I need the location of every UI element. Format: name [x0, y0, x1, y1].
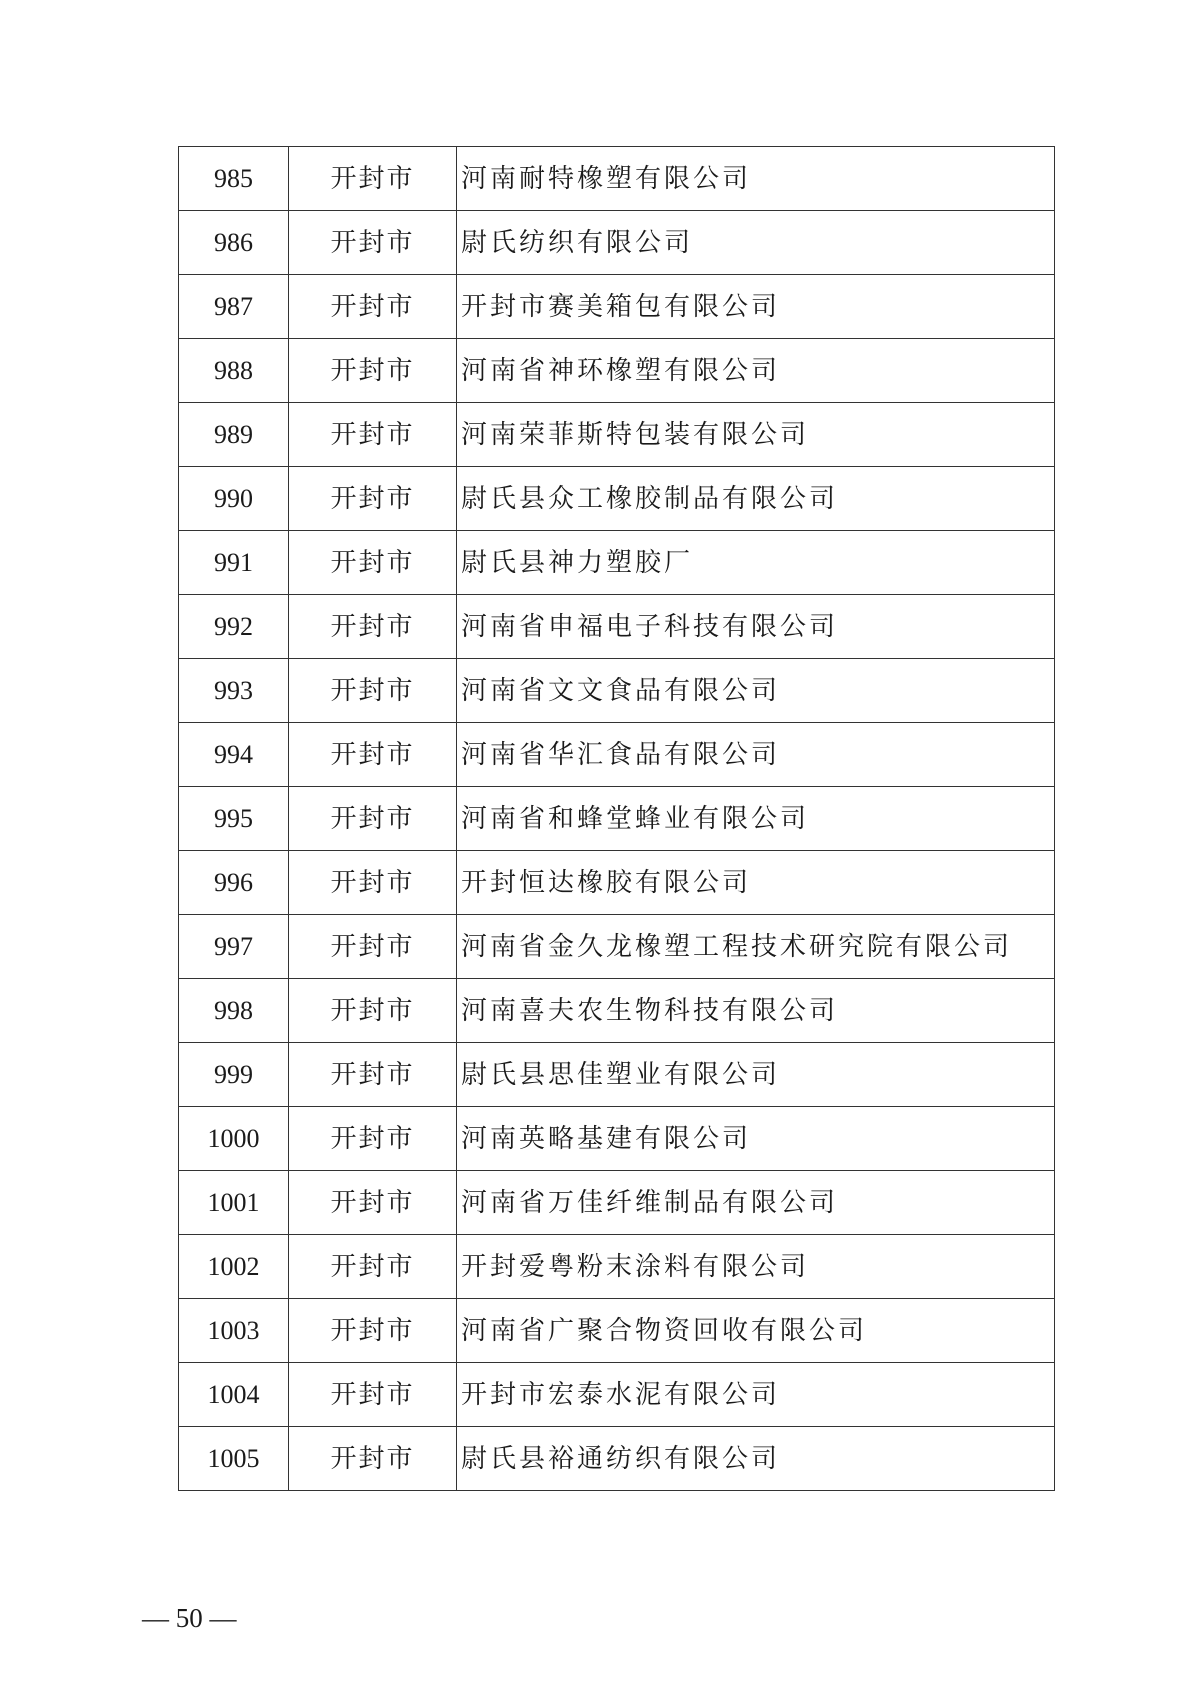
company-list-body	[179, 147, 1055, 1491]
table-row	[179, 787, 1055, 851]
row-index-cell: 993	[179, 659, 289, 723]
row-company-cell: 开封市宏泰水泥有限公司	[457, 1363, 1055, 1427]
row-index-cell: 992	[179, 595, 289, 659]
row-city-cell: 开封市	[289, 595, 457, 659]
table-row	[179, 467, 1055, 531]
table-row	[179, 1235, 1055, 1299]
table-row	[179, 531, 1055, 595]
row-city-cell: 开封市	[289, 1427, 457, 1491]
row-company-cell: 尉氏纺织有限公司	[457, 211, 1055, 275]
row-index-cell: 996	[179, 851, 289, 915]
row-index-cell: 985	[179, 147, 289, 211]
row-city-cell: 开封市	[289, 467, 457, 531]
table-row	[179, 339, 1055, 403]
row-company-cell: 开封恒达橡胶有限公司	[457, 851, 1055, 915]
row-city-cell: 开封市	[289, 339, 457, 403]
row-index-cell: 999	[179, 1043, 289, 1107]
row-company-cell: 河南荣菲斯特包装有限公司	[457, 403, 1055, 467]
row-city-cell: 开封市	[289, 531, 457, 595]
row-company-cell: 开封市赛美箱包有限公司	[457, 275, 1055, 339]
row-company-cell: 尉氏县众工橡胶制品有限公司	[457, 467, 1055, 531]
row-company-cell: 河南英略基建有限公司	[457, 1107, 1055, 1171]
table-row	[179, 979, 1055, 1043]
row-company-cell: 河南省申福电子科技有限公司	[457, 595, 1055, 659]
row-company-cell: 河南省金久龙橡塑工程技术研究院有限公司	[457, 915, 1055, 979]
row-company-cell: 尉氏县思佳塑业有限公司	[457, 1043, 1055, 1107]
row-city-cell: 开封市	[289, 1235, 457, 1299]
table-row	[179, 403, 1055, 467]
table-row	[179, 147, 1055, 211]
row-city-cell: 开封市	[289, 659, 457, 723]
page-number: — 50 —	[142, 1603, 237, 1633]
table-row	[179, 851, 1055, 915]
row-index-cell: 1002	[179, 1235, 289, 1299]
row-city-cell: 开封市	[289, 915, 457, 979]
row-city-cell: 开封市	[289, 1043, 457, 1107]
row-index-cell: 998	[179, 979, 289, 1043]
row-index-cell: 989	[179, 403, 289, 467]
row-company-cell: 河南省广聚合物资回收有限公司	[457, 1299, 1055, 1363]
table-row	[179, 275, 1055, 339]
row-index-cell: 991	[179, 531, 289, 595]
row-index-cell: 986	[179, 211, 289, 275]
row-city-cell: 开封市	[289, 1107, 457, 1171]
row-index-cell: 987	[179, 275, 289, 339]
row-company-cell: 河南省万佳纤维制品有限公司	[457, 1171, 1055, 1235]
row-company-cell: 河南耐特橡塑有限公司	[457, 147, 1055, 211]
row-index-cell: 995	[179, 787, 289, 851]
row-index-cell: 1005	[179, 1427, 289, 1491]
row-index-cell: 994	[179, 723, 289, 787]
row-index-cell: 1001	[179, 1171, 289, 1235]
row-company-cell: 开封爱粤粉末涂料有限公司	[457, 1235, 1055, 1299]
row-city-cell: 开封市	[289, 1171, 457, 1235]
table-row	[179, 723, 1055, 787]
table-row	[179, 211, 1055, 275]
row-company-cell: 河南省文文食品有限公司	[457, 659, 1055, 723]
table-row	[179, 595, 1055, 659]
row-index-cell: 990	[179, 467, 289, 531]
table-row	[179, 1043, 1055, 1107]
row-city-cell: 开封市	[289, 1299, 457, 1363]
table-row	[179, 915, 1055, 979]
table-row	[179, 1427, 1055, 1491]
company-list-table	[178, 146, 1055, 1491]
row-city-cell: 开封市	[289, 979, 457, 1043]
table-row	[179, 1363, 1055, 1427]
row-index-cell: 1004	[179, 1363, 289, 1427]
row-city-cell: 开封市	[289, 1363, 457, 1427]
row-company-cell: 河南喜夫农生物科技有限公司	[457, 979, 1055, 1043]
row-city-cell: 开封市	[289, 147, 457, 211]
row-index-cell: 997	[179, 915, 289, 979]
row-company-cell: 河南省华汇食品有限公司	[457, 723, 1055, 787]
table-row	[179, 1299, 1055, 1363]
row-city-cell: 开封市	[289, 851, 457, 915]
row-company-cell: 河南省神环橡塑有限公司	[457, 339, 1055, 403]
row-index-cell: 1000	[179, 1107, 289, 1171]
row-index-cell: 1003	[179, 1299, 289, 1363]
row-city-cell: 开封市	[289, 723, 457, 787]
row-city-cell: 开封市	[289, 403, 457, 467]
row-city-cell: 开封市	[289, 275, 457, 339]
row-company-cell: 河南省和蜂堂蜂业有限公司	[457, 787, 1055, 851]
table-row	[179, 1107, 1055, 1171]
row-index-cell: 988	[179, 339, 289, 403]
row-city-cell: 开封市	[289, 787, 457, 851]
row-city-cell: 开封市	[289, 211, 457, 275]
row-company-cell: 尉氏县裕通纺织有限公司	[457, 1427, 1055, 1491]
table-row	[179, 1171, 1055, 1235]
table-row	[179, 659, 1055, 723]
row-company-cell: 尉氏县神力塑胶厂	[457, 531, 1055, 595]
